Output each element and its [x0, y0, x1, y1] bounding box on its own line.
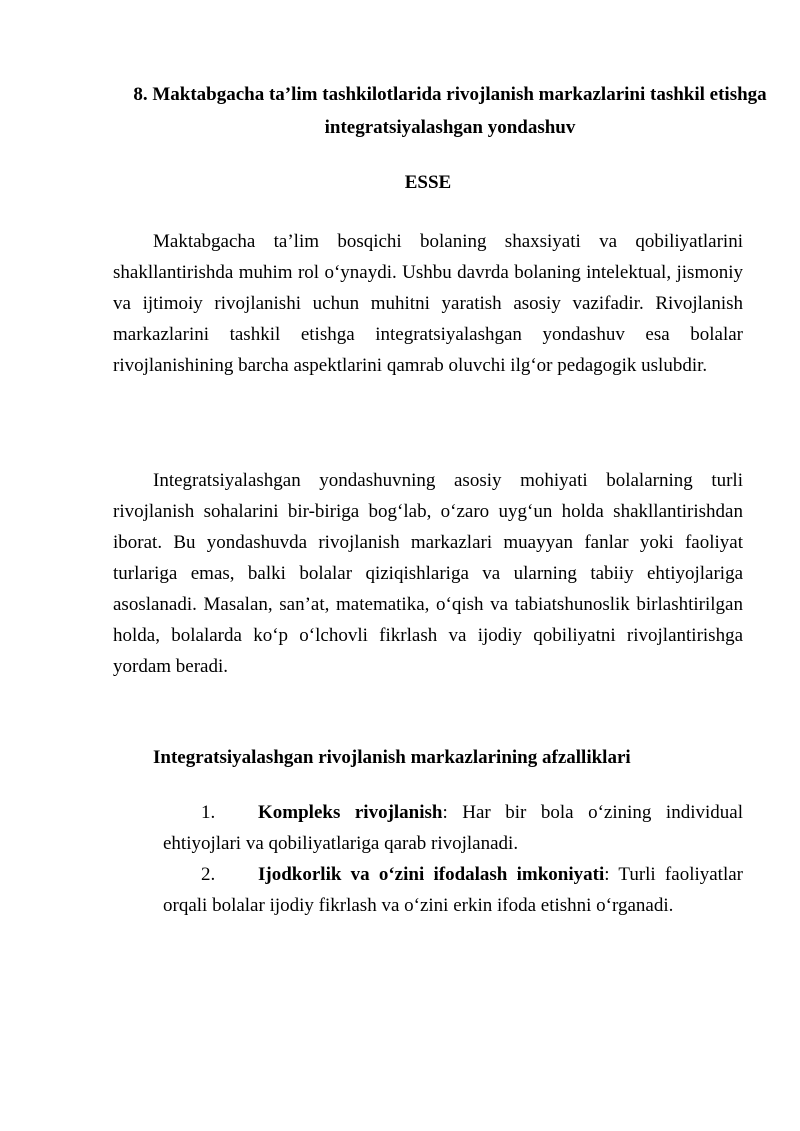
paragraph-2: Integratsiyalashgan yondashuvning asosiy mohiyati bolalarning turli rivojlanish sohalarini bir-biriga bog‘lab, o‘zaro uyg‘un holda shakllantirishdan iborat. Bu yondashuvda rivojlanish markazlari muayyan fanlar yoki faoliyat turlariga emas, balki bolalar qiziqishlariga va ularning tabiiy ehtiyojlariga asoslanadi. Masalan, san’at, matematika, o‘qish va tabiatshunoslik birlashtirilgan holda, bolalarda ko‘p o‘lchovli fikrlash va ijodiy qobiliyatni rivojlantirishga yordam beradi.: [113, 470, 743, 677]
list-item-text: : Turli faoliyatlar orqali bolalar ijodiy fikrlash va o‘zini erkin ifoda etishni o‘rganadi.: [163, 864, 744, 916]
list-item: [163, 859, 743, 921]
list-item-term: Ijodkorlik va o‘zini ifodalash imkoniyati: [258, 864, 605, 885]
list-item-number: 2.: [201, 864, 216, 885]
list-item-text: : Har bir bola o‘zining individual ehtiyojlari va qobiliyatlariga qarab rivojlanadi.: [163, 802, 743, 854]
list-item-term: Kompleks rivojlanish: [258, 802, 443, 823]
document-subtitle: ESSE: [404, 172, 452, 193]
paragraph-1: Maktabgacha ta’lim bosqichi bolaning shaxsiyati va qobiliyatlarini shakllantirishda muhim rol o‘ynaydi. Ushbu davrda bolaning intelektual, jismoniy va ijtimoiy rivojlanishi uchun muhitni yaratish asosiy vazifadir. Rivojlanish markazlarini tashkil etishga integratsiyalashgan yondashuv esa bolalar rivojlanishining barcha aspektlarini qamrab oluvchi ilg‘or pedagogik uslubdir.: [113, 231, 743, 376]
advantages-list: [163, 797, 743, 921]
document-title: 8. Maktabgacha ta’lim tashkilotlarida rivojlanish markazlarini tashkil etishga integratsiyalashgan yondashuv: [133, 84, 767, 138]
list-item-number: 1.: [201, 802, 216, 823]
list-item: [163, 797, 743, 859]
section-heading: Integratsiyalashgan rivojlanish markazlarining afzalliklari: [153, 747, 631, 768]
